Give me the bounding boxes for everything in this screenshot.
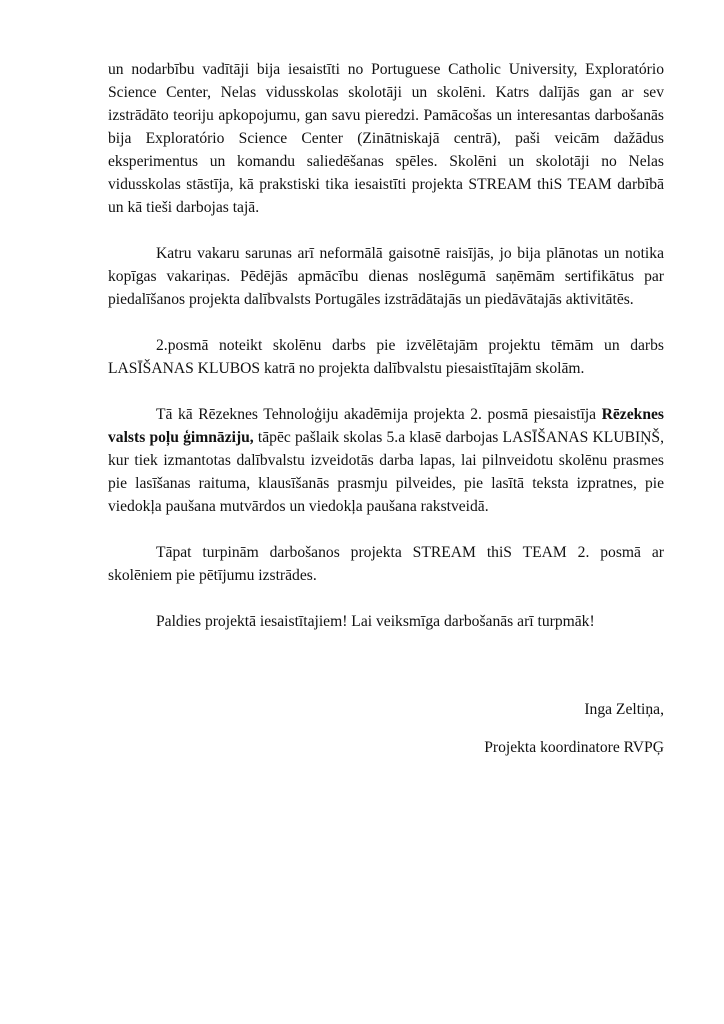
document-body xyxy=(108,58,664,656)
paragraph-research: Tāpat turpinām darbošanos projekta STREAM thiS TEAM 2. posmā ar skolēniem pie pētījumu izstrādes. xyxy=(108,544,664,584)
school-name-bold: Rēzeknes valsts poļu ģimnāziju, xyxy=(108,406,664,446)
paragraph-thanks: Paldies projektā iesaistītajiem! Lai veiksmīga darbošanās arī turpmāk! xyxy=(156,613,595,630)
reading-club-text-start: Tā kā Rēzeknes Tehnoloģiju akadēmija projekta 2. posmā piesaistīja xyxy=(156,406,602,423)
paragraph-evenings: Katru vakaru sarunas arī neformālā gaisotnē raisījās, jo bija plānotas un notika kopīgas vakariņas. Pēdējās apmācību dienas noslēgumā saņēmām sertifikātus par piedalīšanos projekta dalībvalsts Portugāles izstrādātajās un piedāvātajās aktivitātēs. xyxy=(108,245,664,308)
paragraph-reading-club xyxy=(108,403,664,518)
signature-role: Projekta koordinatore RVPĢ xyxy=(484,739,664,756)
reading-club-text-end: tāpēc pašlaik skolas 5.a klasē darbojas LASĪŠANAS KLUBIŅŠ, kur tiek izmantotas dalībvalstu izveidotās darba lapas, lai pilnveidotu skolēnu prasmes pie lasīšanas raituma, klausīšanās prasmju pilveides, pie lasītā teksta izpratnes, pie viedokļa paušana mutvārdos un viedokļa paušana rakstveidā. xyxy=(108,429,664,515)
signature-name: Inga Zeltiņa, xyxy=(584,701,664,718)
paragraph-partners: un nodarbību vadītāji bija iesaistīti no Portuguese Catholic University, Exploratório Science Center, Nelas vidusskolas skolotāji un skolēni. Katrs dalījās gan ar sev izstrādāto teoriju apkopojumu, gan savu pieredzi. Pamācošas un interesantas darbošanās bija Exploratório Science Center (Zinātniskajā centrā), paši veicām dažādus eksperimentus un komandu saliedēšanas spēles. Skolēni un skolotāji no Nelas vidusskolas stāstīja, kā prakstiski tika iesaistīti projekta STREAM thiS TEAM darbībā un kā tieši darbojas tajā. xyxy=(108,61,664,216)
paragraph-stage-two: 2.posmā noteikt skolēnu darbs pie izvēlētajām projektu tēmām un darbs LASĪŠANAS KLUBOS katrā no projekta dalībvalstu piesaistītajām skolām. xyxy=(108,337,664,377)
